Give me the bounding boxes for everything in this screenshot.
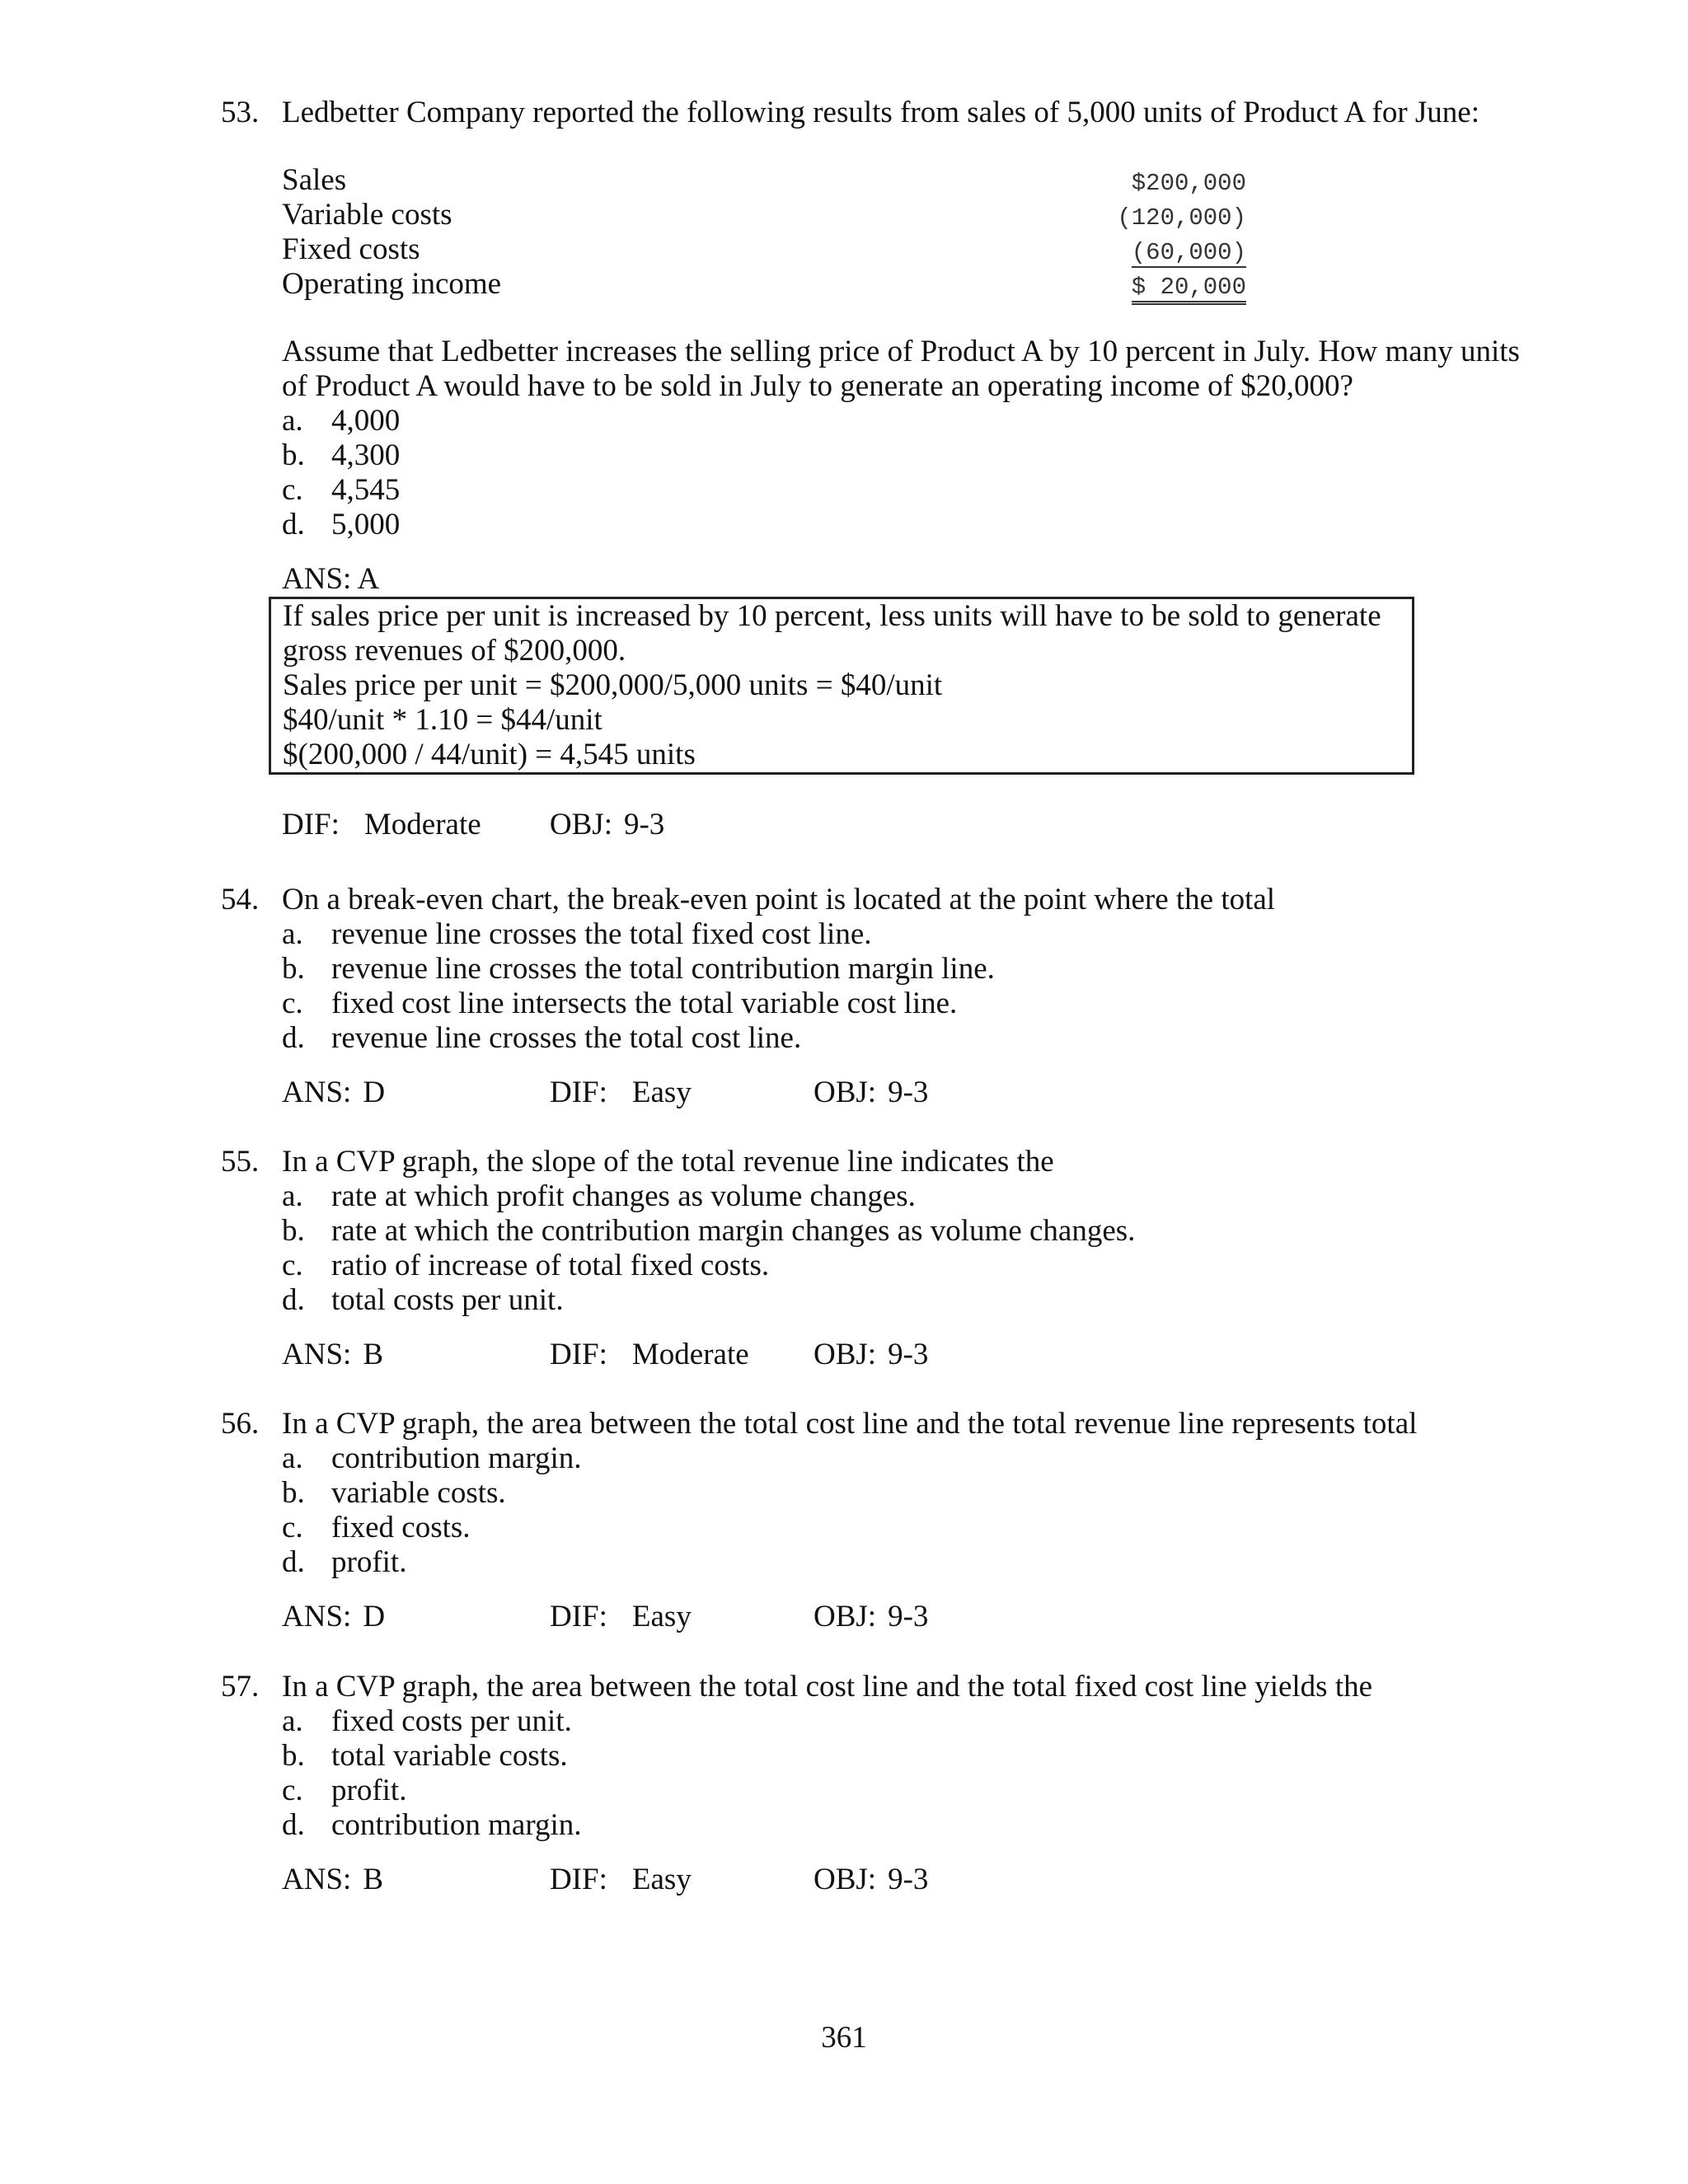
answer-cell (282, 1076, 550, 1110)
option-text: profit. (331, 1774, 407, 1807)
explanation-line: gross revenues of $200,000. (283, 634, 626, 668)
financial-table (282, 163, 1246, 302)
option-letter: d. (282, 1021, 305, 1055)
difficulty-cell (550, 1338, 814, 1372)
row-amount (1081, 236, 1246, 270)
ans-value: D (363, 1076, 386, 1109)
option-text: 4,000 (331, 404, 401, 438)
option (282, 438, 1523, 473)
difficulty-row (282, 808, 1523, 842)
option-letter: d. (282, 1808, 305, 1842)
question-stem-text: In a CVP graph, the slope of the total revenue line indicates the (282, 1145, 1054, 1179)
obj-value: 9-3 (888, 1863, 929, 1896)
question-stem-text: In a CVP graph, the area between the total cost line and the total revenue line represents total (282, 1407, 1418, 1441)
objective-cell (814, 1338, 928, 1372)
option-text: contribution margin. (331, 1441, 582, 1475)
answer-row (282, 1338, 1523, 1372)
option-letter: d. (282, 1545, 305, 1579)
options-list (282, 1704, 1523, 1843)
obj-value: 9-3 (623, 808, 665, 841)
ans-value: D (363, 1600, 386, 1633)
option (282, 1545, 1523, 1580)
options-list (282, 404, 1523, 542)
option-letter: b. (282, 438, 305, 472)
dif-label: DIF: (550, 1076, 607, 1109)
option-letter: c. (282, 1249, 303, 1282)
option-text: contribution margin. (331, 1808, 582, 1842)
dif-label: DIF: (282, 808, 340, 841)
answer-line: ANS: A (282, 562, 380, 596)
dif-value: Easy (631, 1863, 692, 1896)
obj-value: 9-3 (888, 1600, 929, 1633)
table-row (282, 163, 1246, 198)
question-text (282, 335, 1523, 404)
option (282, 1739, 1523, 1774)
difficulty-cell (550, 1863, 814, 1897)
row-amount: (120,000) (1117, 204, 1246, 232)
option-text: profit. (331, 1545, 407, 1579)
option (282, 917, 1523, 952)
question-line: of Product A would have to be sold in July to generate an operating income of $20,000? (282, 369, 1353, 403)
option-text: revenue line crosses the total cost line. (331, 1021, 802, 1055)
obj-label: OBJ: (814, 1600, 877, 1633)
question-stem (221, 1145, 1523, 1179)
answer-cell (282, 1600, 550, 1634)
option-text: 4,300 (331, 438, 401, 472)
row-amount: $200,000 (1131, 170, 1246, 197)
option-text: rate at which the contribution margin changes as volume changes. (331, 1214, 1136, 1248)
options-list (282, 1179, 1523, 1318)
dif-value: Easy (631, 1076, 692, 1109)
table-row (282, 232, 1246, 267)
dif-value: Moderate (363, 808, 481, 841)
option-text: ratio of increase of total fixed costs. (331, 1249, 770, 1282)
option-text: fixed costs. (331, 1511, 471, 1544)
option-text: revenue line crosses the total contribution margin line. (331, 952, 995, 986)
row-label: Fixed costs (282, 232, 420, 266)
objective-cell (814, 1600, 928, 1634)
option (282, 1214, 1523, 1249)
row-amount (1081, 270, 1246, 305)
answer-cell (282, 1863, 550, 1897)
dif-value: Moderate (631, 1338, 749, 1371)
option (282, 1249, 1523, 1283)
question-stem-text: In a CVP graph, the area between the total cost line and the total fixed cost line yields the (282, 1670, 1373, 1704)
question-stem (221, 96, 1523, 130)
question-54 (221, 883, 1523, 1110)
difficulty-cell (550, 1076, 814, 1110)
obj-label: OBJ: (814, 1863, 877, 1896)
page-number: 361 (821, 2021, 867, 2055)
answer-row (282, 1076, 1523, 1110)
question-55 (221, 1145, 1523, 1372)
question-number: 55. (221, 1145, 260, 1179)
option-text: variable costs. (331, 1476, 506, 1510)
question-stem-text: Ledbetter Company reported the following results from sales of 5,000 units of Product A for June: (282, 96, 1480, 129)
obj-label: OBJ: (814, 1076, 877, 1109)
question-56 (221, 1407, 1523, 1634)
option-text: total variable costs. (331, 1739, 568, 1773)
question-stem (221, 1407, 1523, 1441)
option (282, 987, 1523, 1021)
option (282, 952, 1523, 987)
dif-label: DIF: (550, 1863, 607, 1896)
question-stem (221, 1670, 1523, 1704)
ans-label: ANS: (282, 1863, 352, 1896)
obj-label: OBJ: (814, 1338, 877, 1371)
explanation-line: $40/unit * 1.10 = $44/unit (283, 703, 603, 737)
explanation-line: If sales price per unit is increased by 10 percent, less units will have to be sold to generate (283, 599, 1381, 633)
ans-label: ANS: (282, 1076, 352, 1109)
option (282, 1021, 1523, 1056)
question-stem (221, 883, 1523, 917)
option-text: total costs per unit. (331, 1283, 564, 1317)
question-57 (221, 1670, 1523, 1897)
row-label: Sales (282, 163, 347, 197)
question-number: 56. (221, 1407, 260, 1441)
option-letter: a. (282, 404, 303, 438)
ans-label: ANS: (282, 1338, 352, 1371)
objective-cell (814, 1863, 928, 1897)
option-letter: a. (282, 1179, 303, 1213)
obj-value: 9-3 (888, 1076, 929, 1109)
dif-value: Easy (631, 1600, 692, 1633)
option-letter: a. (282, 1704, 303, 1738)
option (282, 1511, 1523, 1545)
objective-cell (814, 1076, 928, 1110)
question-line: Assume that Ledbetter increases the selling price of Product A by 10 percent in July. How many units (282, 335, 1520, 368)
explanation-line: $(200,000 / 44/unit) = 4,545 units (283, 738, 696, 771)
option (282, 473, 1523, 508)
answer-row (282, 1600, 1523, 1634)
question-53 (221, 96, 1523, 842)
dif-label: DIF: (550, 1338, 607, 1371)
ans-value: B (363, 1338, 383, 1371)
option-letter: b. (282, 1476, 305, 1510)
table-row (282, 198, 1246, 232)
option (282, 1704, 1523, 1739)
difficulty-cell (550, 1600, 814, 1634)
option-text: 4,545 (331, 473, 401, 507)
option-text: fixed costs per unit. (331, 1704, 572, 1738)
option-text: rate at which profit changes as volume changes. (331, 1179, 916, 1213)
option-text: fixed cost line intersects the total variable cost line. (331, 987, 958, 1020)
ans-value: B (363, 1863, 383, 1896)
option-letter: b. (282, 952, 305, 986)
option (282, 1179, 1523, 1214)
ans-label: ANS: (282, 1600, 352, 1633)
option (282, 508, 1523, 542)
dif-label: DIF: (550, 1600, 607, 1633)
answer-row (282, 1863, 1523, 1897)
options-list (282, 1441, 1523, 1580)
option-letter: d. (282, 1283, 305, 1317)
question-number: 57. (221, 1670, 260, 1704)
options-list (282, 917, 1523, 1056)
obj-value: 9-3 (888, 1338, 929, 1371)
option (282, 1283, 1523, 1318)
option-letter: c. (282, 1774, 303, 1807)
option (282, 1808, 1523, 1843)
option (282, 1476, 1523, 1511)
explanation-box (269, 597, 1414, 775)
table-row (282, 267, 1246, 302)
option-text: 5,000 (331, 508, 401, 541)
answer-cell (282, 1338, 550, 1372)
option (282, 1774, 1523, 1808)
row-label: Operating income (282, 267, 502, 301)
option-letter: c. (282, 987, 303, 1020)
option-letter: b. (282, 1214, 305, 1248)
underlined-amount: (60,000) (1131, 239, 1246, 266)
option-letter: b. (282, 1739, 305, 1773)
option-letter: a. (282, 1441, 303, 1475)
row-label: Variable costs (282, 198, 452, 232)
option-letter: c. (282, 473, 303, 507)
option-letter: d. (282, 508, 305, 541)
obj-label: OBJ: (549, 808, 612, 841)
question-number: 54. (221, 883, 260, 916)
question-number: 53. (221, 96, 260, 129)
option (282, 1441, 1523, 1476)
double-underlined-amount: $ 20,000 (1132, 274, 1246, 305)
option-letter: c. (282, 1511, 303, 1544)
option-text: revenue line crosses the total fixed cost line. (331, 917, 872, 951)
option-letter: a. (282, 917, 303, 951)
option (282, 404, 1523, 438)
question-stem-text: On a break-even chart, the break-even point is located at the point where the total (282, 883, 1276, 916)
explanation-line: Sales price per unit = $200,000/5,000 units = $40/unit (283, 668, 943, 702)
